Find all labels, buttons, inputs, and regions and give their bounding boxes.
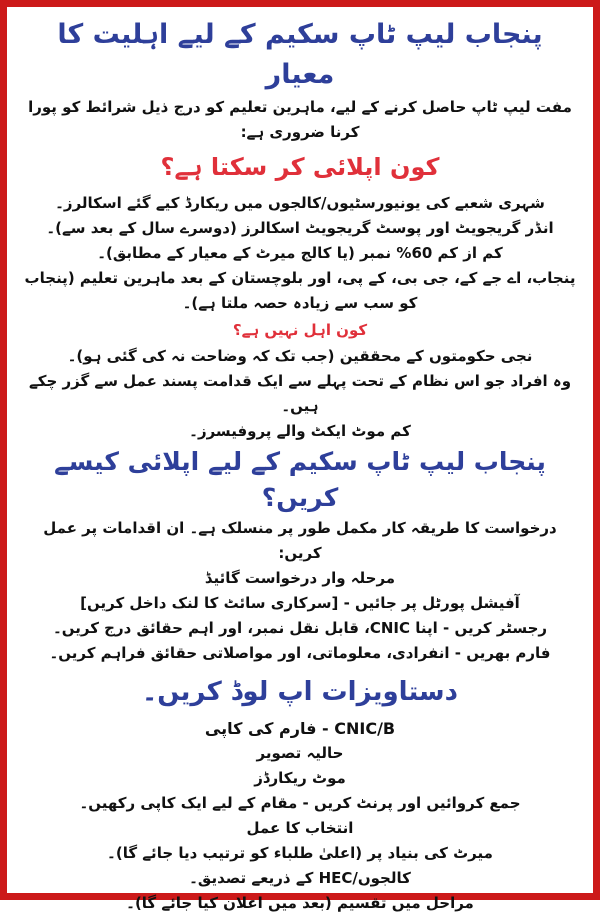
- eligible-item: کم از کم 60% نمبر (یا کالج میرٹ کے معیار کے مطابق)۔: [97, 244, 503, 262]
- who-can-apply-heading: کون اپلائی کر سکتا ہے؟: [160, 153, 440, 181]
- page-title: پنجاب لیپ ٹاپ سکیم کے لیے اہلیت کا معیار: [57, 19, 543, 90]
- eligible-item: پنجاب، اے جے کے، جی بی، کے پی، اور بلوچستان کے بعد ماہرین تعلیم (پنجاب کو سب سے زیادہ حصہ ملتا ہے)۔: [24, 269, 576, 312]
- eligible-item: شہری شعبے کی یونیورسٹیوں/کالجوں میں ریکارڈ کیے گئے اسکالرز۔: [55, 194, 545, 212]
- apply-step: فارم بھریں - انفرادی، معلوماتی، اور مواصلاتی حقائق فراہم کریں۔: [49, 644, 551, 662]
- eligible-item: انڈر گریجویٹ اور پوسٹ گریجویٹ اسکالرز (دوسرے سال کے بعد سے)۔: [46, 219, 554, 237]
- document-item: کالجوں/HEC کے ذریعے تصدیق۔: [189, 869, 411, 887]
- document-item: موٹ ریکارڈز: [254, 769, 346, 787]
- apply-step: آفیشل پورٹل پر جائیں - [سرکاری سائٹ کا لنک داخل کریں]: [80, 594, 520, 612]
- document-item: مراحل میں تقسیم (بعد میں اعلان کیا جائے گا)۔: [126, 894, 474, 912]
- document: [7, 7, 593, 916]
- who-not-eligible-heading: کون اہل نہیں ہے؟: [232, 321, 368, 339]
- documents-heading: دستاویزات اپ لوڈ کریں۔: [142, 677, 458, 707]
- document-item: CNIC/B - فارم کی کاپی: [204, 719, 396, 738]
- selection-process-label: انتخاب کا عمل: [246, 819, 354, 837]
- not-eligible-item: وہ افراد جو اس نظام کے تحت پہلے سے ایک قدامت پسند عمل سے گزر چکے ہیں۔: [28, 372, 572, 415]
- document-item: میرٹ کی بنیاد پر (اعلیٰ طلباء کو ترتیب دیا جائے گا)۔: [107, 844, 493, 862]
- not-eligible-item: نجی حکومتوں کے محققین (جب تک کہ وضاحت نہ کی گئی ہو)۔: [67, 347, 533, 365]
- document-item: حالیہ تصویر: [256, 744, 344, 762]
- intro-text: مفت لیپ ٹاپ حاصل کرنے کے لیے، ماہرین تعلیم کو درج ذیل شرائط کو پورا کرنا ضروری ہے:: [28, 98, 572, 141]
- how-to-apply-heading: پنجاب لیپ ٹاپ سکیم کے لیے اپلائی کیسے کریں؟: [54, 447, 546, 512]
- not-eligible-item: کم موٹ ایکٹ والے پروفیسرز۔: [189, 422, 411, 440]
- step-guide-subheading: مرحلہ وار درخواست گائیڈ: [204, 569, 396, 587]
- document-item: جمع کروائیں اور پرنٹ کریں - مقام کے لیے ایک کاپی رکھیں۔: [79, 794, 521, 812]
- how-to-apply-intro: درخواست کا طریقہ کار مکمل طور پر منسلک ہے۔ ان اقدامات پر عمل کریں:: [43, 519, 557, 562]
- apply-step: رجسٹر کریں - اپنا CNIC، قابل نقل نمبر، اور اہم حقائق درج کریں۔: [52, 619, 548, 637]
